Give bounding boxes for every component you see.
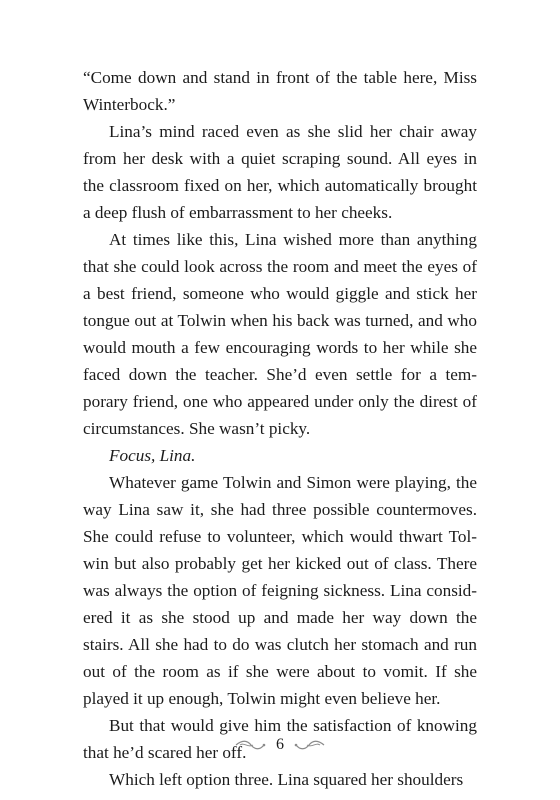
paragraph-2: Lina’s mind raced even as she slid her chair away from her desk with a quiet scraping sound. All eyes in the classroom fixed on her, which automatically brought a deep flush of embarrassment to her cheeks. <box>83 122 477 222</box>
paragraph-5: Whatever game Tolwin and Simon were playing, the way Lina saw it, she had three possible countermoves. She could refuse to volunteer, which would thwart Tolwin but also probably get her kicked out of class. There was always the option of feigning sickness. Lina considered it as she stood up and made her way down the stairs. All she had to do was clutch her stomach and run out of the room as if she were about to vomit. If she played it up enough, Tolwin might even believe her. <box>83 473 477 708</box>
paragraph-3: At times like this, Lina wished more than anything that she could look across the room and meet the eyes of a best friend, someone who would giggle and stick her tongue out at Tolwin when his back was turned, and who would mouth a few encouraging words to her while she faced down the teacher. She’d even settle for a temporary friend, one who appeared under only the direst of circumstances. She wasn’t picky. <box>83 230 477 438</box>
paragraph-4 <box>83 442 477 469</box>
page-folio <box>0 737 560 753</box>
paragraph-7: Which left option three. Lina squared her shoulders <box>109 770 464 789</box>
paragraph-6: But that would give him the satisfaction of knowing that he’d scared her off. <box>83 716 477 762</box>
page-number: 6 <box>276 736 284 753</box>
flourish-left-icon <box>234 739 266 751</box>
body-text <box>83 64 477 793</box>
paragraph-1: “Come down and stand in front of the table here, Miss Winterbock.” <box>83 68 477 114</box>
italic-thought: Focus, Lina. <box>109 446 196 465</box>
flourish-right-icon <box>294 739 326 751</box>
